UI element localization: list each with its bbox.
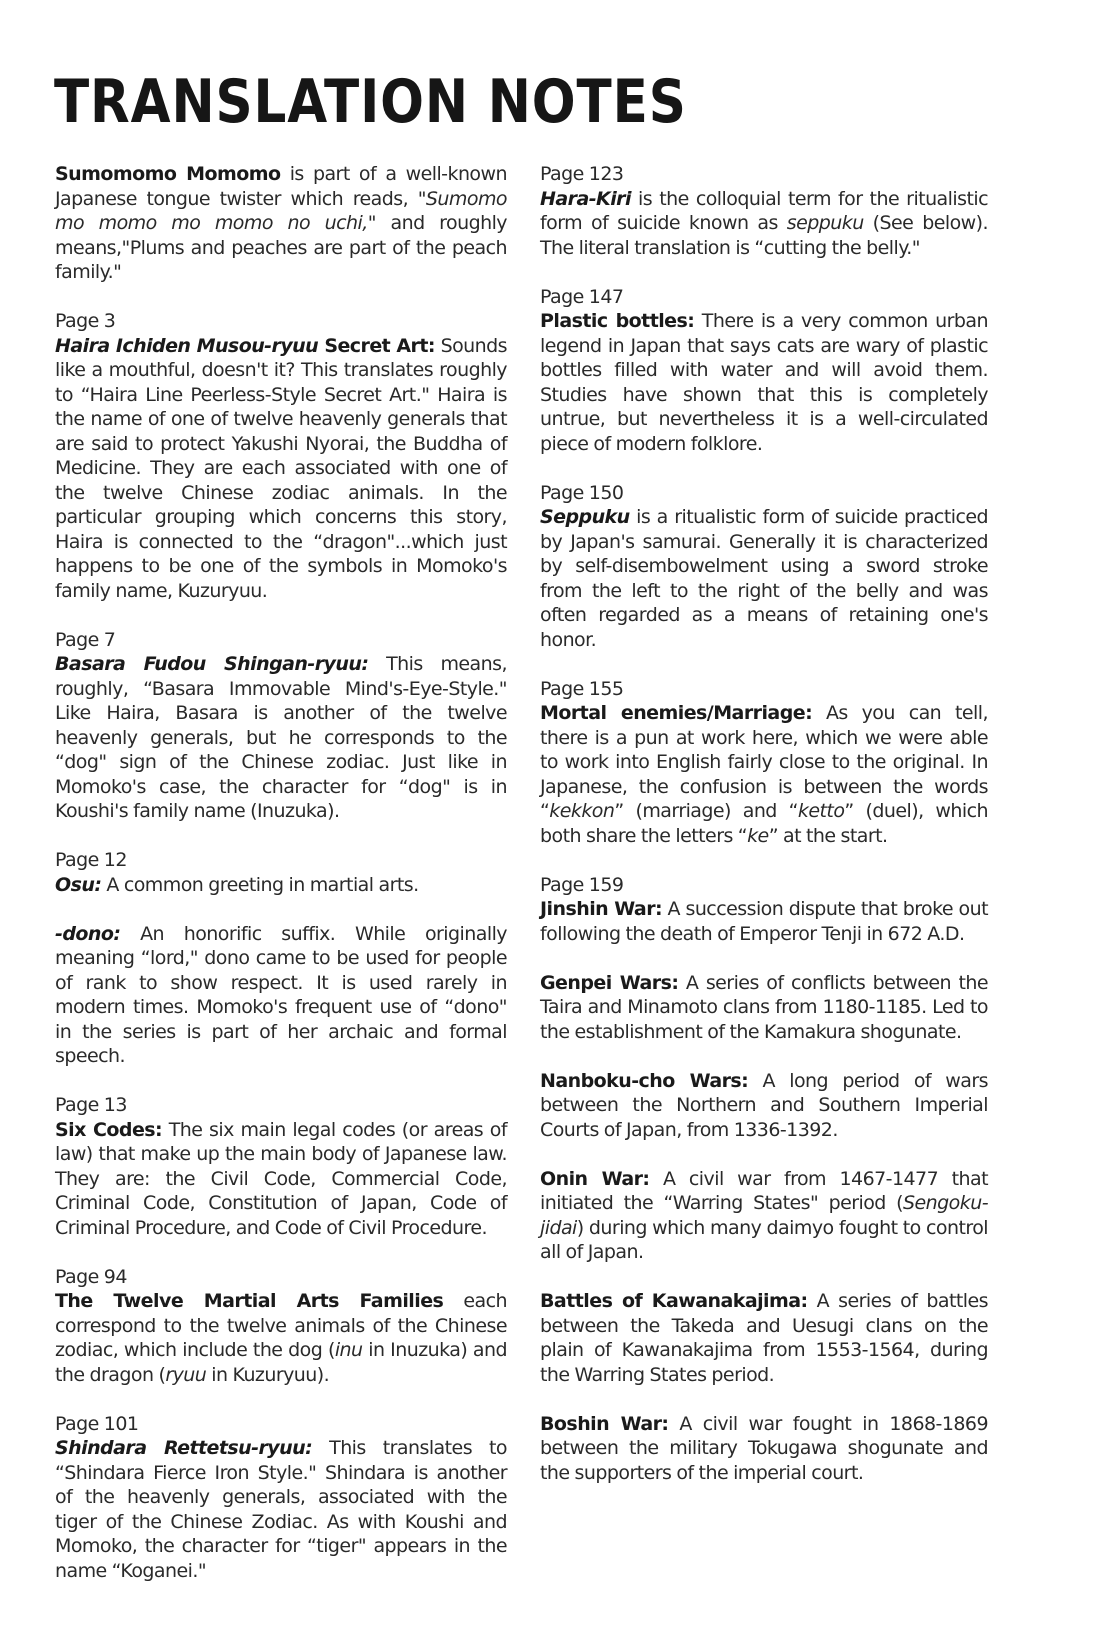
- note-body-text: As you can tell, there is a pun at work here, which we were able to work into English fairly close to the original. In Japanese, the confusion is between the words “: [540, 702, 988, 822]
- note-term: Secret Art:: [318, 334, 435, 357]
- left-column: [55, 162, 507, 1608]
- note-body-text: ” at the start.: [768, 824, 888, 847]
- right-column: [540, 162, 988, 1510]
- note-text: [540, 1167, 988, 1265]
- note-term: Osu:: [55, 873, 102, 896]
- page-reference: Page 123: [540, 163, 624, 185]
- note-term: Nanboku-cho Wars:: [540, 1069, 749, 1092]
- page-reference: Page 3: [55, 310, 116, 332]
- note-body-text: ) during which many daimyo fought to control all of Japan.: [540, 1216, 988, 1263]
- note-body-text: There is a very common urban legend in Japan that says cats are wary of plastic bottles filled with water and will avoid them. Studies have shown that this is completely untrue, but nevertheless it is a well-circulated piece of modern folklore.: [540, 310, 989, 455]
- note-body-text: ” (duel), which both share the letters “: [540, 800, 988, 847]
- note-text: [55, 922, 507, 1069]
- note-body-text: A series of conflicts between the Taira and Minamoto clans from 1180-1185. Led to the establishment of the Kamakura shogunate.: [540, 971, 988, 1043]
- page-reference: Page 12: [55, 849, 127, 871]
- page-reference: Page 159: [540, 873, 624, 896]
- note-entry: [540, 873, 988, 947]
- page-reference: Page 101: [55, 1412, 139, 1435]
- note-body-text: " and roughly means,"Plums and peaches are part of the peach family.": [55, 212, 507, 283]
- note-entry: [540, 1412, 988, 1486]
- note-body-text: is part of a well-known Japanese tongue twister which reads, ": [55, 163, 507, 210]
- note-entry: [540, 285, 988, 457]
- note-term: -dono:: [55, 922, 121, 945]
- note-body-text: is a ritualistic form of suicide practiced by Japan's samurai. Generally it is characterized by self-disembowelment using a sword stroke from the left to the right of the belly and was often regarded as a means of retaining one's honor.: [540, 506, 988, 651]
- note-text: [55, 652, 507, 824]
- note-body-text: This translates to “Shindara Fierce Iron Style." Shindara is another of the heavenly generals, associated with the tiger of the Chinese Zodiac. As with Koushi and Momoko, the character for “tiger" appears in the name “Koganei.": [55, 1437, 507, 1582]
- italic-term: ke: [747, 824, 769, 847]
- note-text: [540, 1289, 988, 1387]
- note-text: [540, 187, 988, 261]
- italic-term: ryuu: [165, 1363, 207, 1386]
- note-text: [540, 1412, 988, 1486]
- italic-term: seppuku: [786, 212, 864, 234]
- note-entry: [55, 628, 507, 824]
- note-text: [540, 1069, 988, 1143]
- note-entry: [55, 922, 507, 1069]
- page-reference: Page 13: [55, 1094, 127, 1116]
- note-entry: [540, 971, 988, 1045]
- note-text: [55, 1436, 507, 1583]
- page-title: TRANSLATION NOTES: [54, 67, 687, 137]
- note-term: Basara Fudou Shingan-ryuu:: [55, 653, 369, 675]
- note-body-text: A succession dispute that broke out following the death of Emperor Tenji in 672 A.D.: [540, 898, 988, 945]
- note-body-text: A series of battles between the Takeda and Uesugi clans on the plain of Kawanakajima from 1553-1564, during the Warring States period.: [540, 1290, 988, 1386]
- note-body-text: A civil war from 1467-1477 that initiated the “Warring States" period (: [540, 1167, 989, 1214]
- page-reference: Page 147: [540, 285, 624, 308]
- note-term: Battles of Kawanakajima:: [540, 1290, 808, 1312]
- note-text: [55, 334, 507, 604]
- italic-term: ketto: [797, 800, 845, 822]
- note-entry: [55, 1265, 507, 1388]
- note-entry: [55, 848, 507, 897]
- note-term: Mortal enemies/Marriage:: [540, 702, 813, 724]
- note-entry: [55, 309, 507, 603]
- note-entry: [55, 162, 507, 285]
- note-text: [540, 309, 988, 456]
- note-term: Seppuku: [540, 506, 630, 528]
- note-body-text: A civil war fought in 1868-1869 between the military Tokugawa shogunate and the supporters of the imperial court.: [540, 1412, 989, 1484]
- note-body-text: ” (marriage) and “: [614, 800, 798, 822]
- note-term: The Twelve Martial Arts Families: [55, 1290, 444, 1312]
- note-term: Shindara Rettetsu-ryuu:: [55, 1437, 313, 1459]
- note-entry: [540, 677, 988, 849]
- italic-term: Sengoku-jidai: [540, 1192, 988, 1239]
- italic-term: inu: [334, 1339, 363, 1361]
- note-term: Sumomomo Momomo: [55, 163, 281, 185]
- page-reference: Page 150: [540, 481, 624, 504]
- note-text: [55, 1289, 507, 1387]
- note-text: [540, 971, 988, 1045]
- note-text: [540, 701, 988, 848]
- note-body-text: The six main legal codes (or areas of law) that make up the main body of Japanese law. They are: the Civil Code, Commercial Code, Criminal Code, Constitution of Japan, Code of Criminal Procedure, and Code of Civil Procedure.: [55, 1118, 507, 1239]
- page-reference: Page 7: [55, 628, 116, 651]
- page-reference: Page 155: [540, 677, 624, 700]
- note-body-text: A common greeting in martial arts.: [101, 873, 419, 896]
- note-body-text: each correspond to the twelve animals of the Chinese zodiac, which include the dog (: [55, 1290, 507, 1361]
- note-text: [55, 162, 507, 285]
- note-entry: [540, 481, 988, 653]
- note-term: Haira Ichiden Musou-ryuu: [55, 334, 319, 357]
- note-body-text: Sounds like a mouthful, doesn't it? This translates roughly to “Haira Line Peerless-Style Secret Art." Haira is the name of one of twelve heavenly generals that are said to protect Yakushi Nyorai, the Buddha of Medicine. They are each associated with one of the twelve Chinese zodiac animals. In the particular grouping which concerns this story, Haira is connected to the “dragon"...which just happens to be one of the symbols in Momoko's family name, Kuzuryuu.: [55, 334, 508, 602]
- note-body-text: in Inuzuka) and the dragon (: [55, 1339, 508, 1386]
- note-term: Onin War:: [540, 1167, 650, 1190]
- note-body-text: A long period of wars between the Northern and Southern Imperial Courts of Japan, from 1336-1392.: [540, 1069, 989, 1141]
- page-reference: Page 94: [55, 1265, 127, 1288]
- note-text: [540, 505, 988, 652]
- note-term: Genpei Wars:: [540, 971, 679, 994]
- note-text: [55, 873, 507, 898]
- note-term: Jinshin War:: [540, 898, 663, 920]
- note-entry: [540, 1289, 988, 1387]
- note-body-text: (See below). The literal translation is “cutting the belly.": [540, 212, 988, 259]
- note-term: Hara-Kiri: [540, 187, 631, 210]
- note-term: Boshin War:: [540, 1412, 669, 1435]
- note-body-text: An honorific suffix. While originally meaning “lord," dono came to be used for people of rank to show respect. It is used rarely in modern times. Momoko's frequent use of “dono" in the series is part of her archaic and formal speech.: [55, 922, 507, 1067]
- note-entry: [540, 162, 988, 260]
- note-entry: [540, 1069, 988, 1143]
- note-entry: [540, 1167, 988, 1265]
- note-text: [55, 1118, 507, 1241]
- italic-term: kekkon: [549, 800, 615, 822]
- note-term: Six Codes:: [55, 1118, 163, 1141]
- note-entry: [55, 1093, 507, 1240]
- note-body-text: is the colloquial term for the ritualistic form of suicide known as: [540, 187, 988, 234]
- note-body-text: in Kuzuryuu).: [206, 1363, 330, 1386]
- note-text: [540, 897, 988, 946]
- italic-term: Sumomo mo momo mo momo no uchi,: [55, 187, 507, 234]
- note-body-text: This means, roughly, “Basara Immovable Mind's-Eye-Style." Like Haira, Basara is another of the twelve heavenly generals, but he corresponds to the “dog" sign of the Chinese zodiac. Just like in Momoko's case, the character for “dog" is in Koushi's family name (Inuzuka).: [55, 653, 507, 822]
- note-term: Plastic bottles:: [540, 310, 695, 332]
- note-entry: [55, 1412, 507, 1584]
